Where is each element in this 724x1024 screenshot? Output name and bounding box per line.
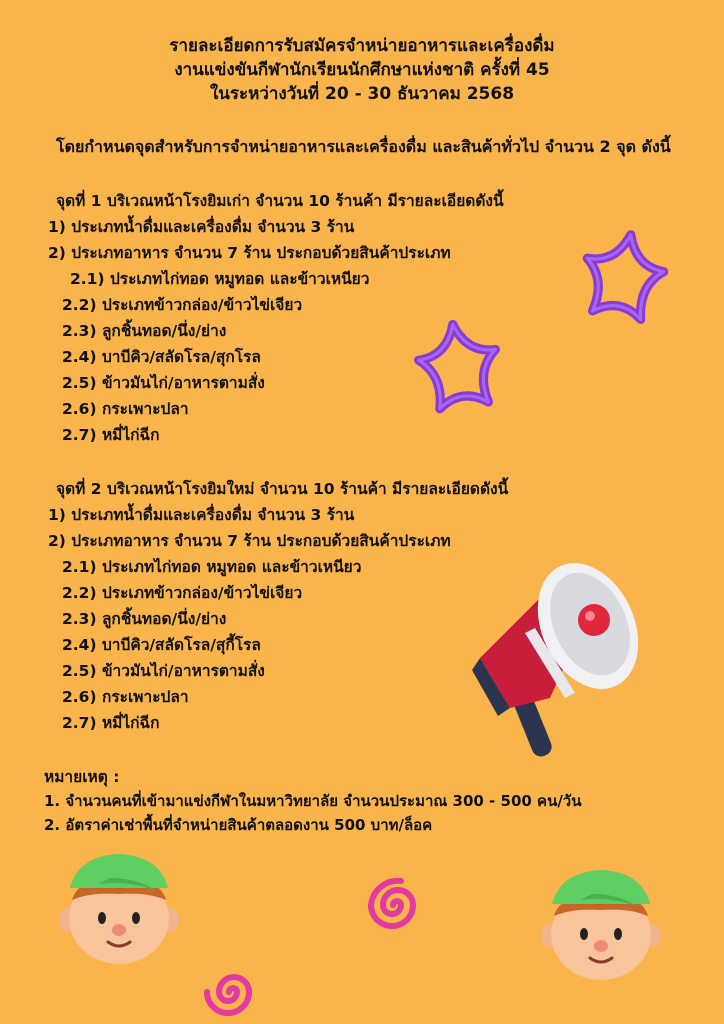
zone2-title: จุดที่ 2 บริเวณหน้าโรงยิมใหม่ จำนวน 10 ร้านค้า มีรายละเอียดดังนี้ — [56, 480, 509, 498]
zone2-sub-item: 2.6) กระเพาะปลา — [62, 688, 189, 706]
zone1-sub-item: 2.2) ประเภทข้าวกล่อง/ข้าวไข่เจียว — [62, 296, 303, 314]
header-event: งานแข่งขันกีฬานักเรียนนักศึกษาแห่งชาติ ครั้งที่ 45 — [174, 60, 550, 80]
zone1-sub-item: 2.7) หมี่ไก่ฉีก — [62, 426, 160, 444]
spiral-icon — [360, 870, 434, 940]
zone2-sub-item: 2.3) ลูกชิ้นทอด/นึ่ง/ย่าง — [62, 610, 227, 628]
megaphone-icon — [470, 548, 646, 764]
star-icon — [408, 318, 510, 420]
zone2-sub-item: 2.2) ประเภทข้าวกล่อง/ข้าวไข่เจียว — [62, 584, 303, 602]
note-visitors: 1. จำนวนคนที่เข้ามาแข่งกีฬาในมหาวิทยาลัย จำนวนประมาณ 300 - 500 คน/วัน — [44, 792, 582, 810]
zone1-sub-item: 2.1) ประเภทไก่ทอด หมูทอด และข้าวเหนียว — [70, 270, 370, 288]
zone1-sub-item: 2.4) บาบีคิว/สลัดโรล/สุกโรล — [62, 348, 261, 366]
zone1-sub-item: 2.6) กระเพาะปลา — [62, 400, 189, 418]
header-title: รายละเอียดการรับสมัครจำหน่ายอาหารและเครื่องดื่ม — [169, 36, 555, 56]
star-icon — [572, 228, 674, 330]
zone2-sub-item: 2.1) ประเภทไก่ทอด หมูทอด และข้าวเหนียว — [62, 558, 362, 576]
intro-text: โดยกำหนดจุดสำหรับการจำหน่ายอาหารและเครื่องดื่ม และสินค้าทั่วไป จำนวน 2 จุด ดังนี้ — [56, 137, 671, 156]
header-dates: ในระหว่างวันที่ 20 - 30 ธันวาคม 2568 — [209, 84, 515, 104]
zone1-sub-item: 2.3) ลูกชิ้นทอด/นึ่ง/ย่าง — [62, 322, 227, 340]
zone1-title: จุดที่ 1 บริเวณหน้าโรงยิมเก่า จำนวน 10 ร้านค้า มีรายละเอียดดังนี้ — [56, 192, 504, 210]
zone2-item-food: 2) ประเภทอาหาร จำนวน 7 ร้าน ประกอบด้วยสินค้าประเภท — [48, 532, 451, 550]
zone2-sub-item: 2.5) ข้าวมันไก่/อาหารตามสั่ง — [62, 662, 265, 680]
zone1-item-food: 2) ประเภทอาหาร จำนวน 7 ร้าน ประกอบด้วยสินค้าประเภท — [48, 244, 451, 262]
notes-title: หมายเหตุ : — [44, 768, 120, 786]
zone1-item-drinks: 1) ประเภทน้ำดื่มและเครื่องดื่ม จำนวน 3 ร้าน — [48, 218, 355, 236]
zone2-sub-item: 2.4) บาบีคิว/สลัดโรล/สุกี้โรล — [62, 636, 261, 654]
spiral-icon — [196, 962, 270, 1024]
character-face-icon — [540, 864, 662, 984]
zone1-sub-item: 2.5) ข้าวมันไก่/อาหารตามสั่ง — [62, 374, 265, 392]
header — [0, 34, 724, 106]
character-face-icon — [58, 848, 180, 968]
zone2-sub-item: 2.7) หมี่ไก่ฉีก — [62, 714, 160, 732]
zone2-item-drinks: 1) ประเภทน้ำดื่มและเครื่องดื่ม จำนวน 3 ร้าน — [48, 506, 355, 524]
note-rent: 2. อัตราค่าเช่าพื้นที่จำหน่ายสินค้าตลอดงาน 500 บาท/ล็อค — [44, 816, 433, 834]
